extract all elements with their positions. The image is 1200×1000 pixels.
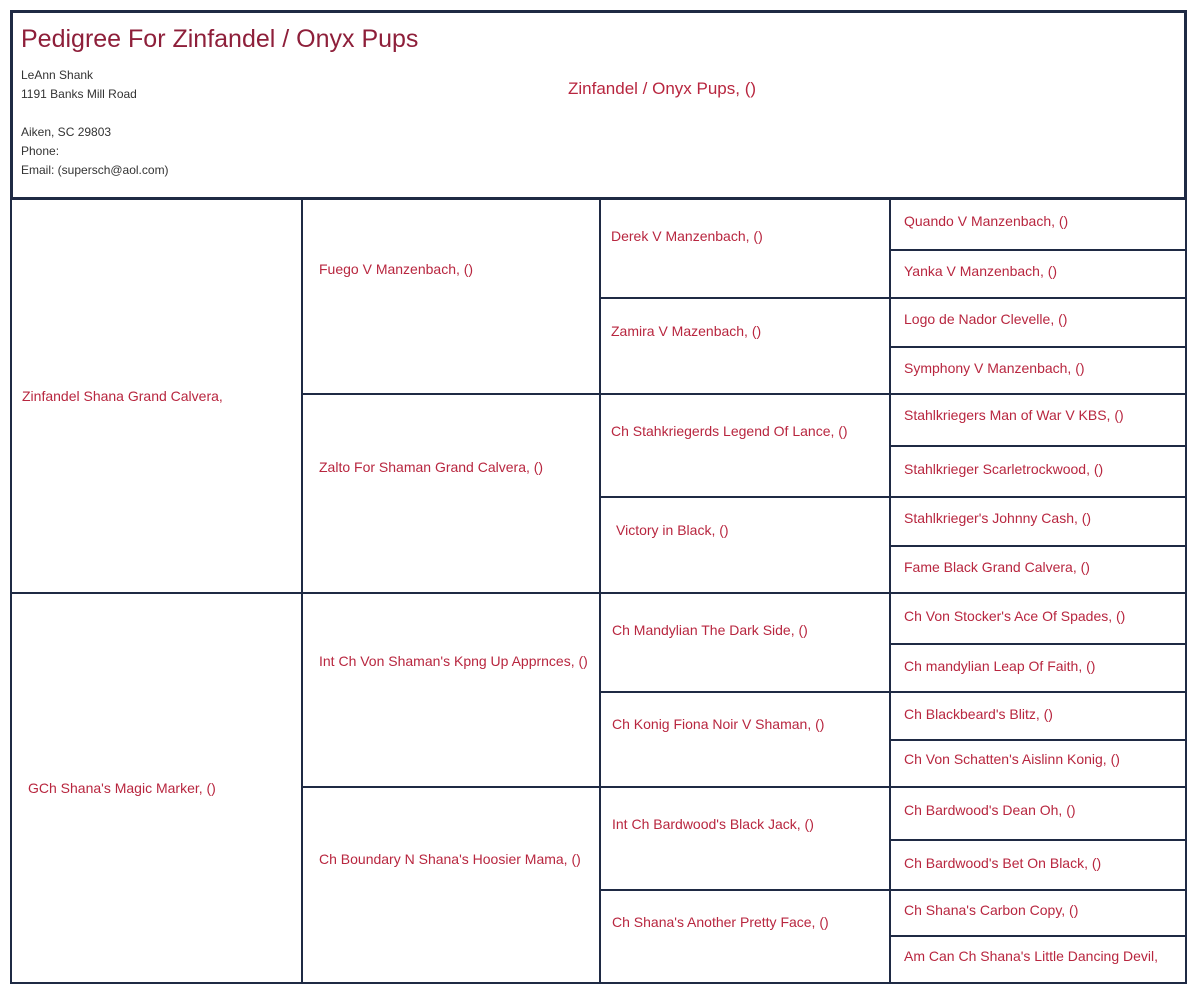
ggp-cell-7 [599,786,891,891]
gggp-name-2: Yanka V Manzenbach, () [904,263,1058,279]
ggp-cell-8 [599,889,891,984]
dam-name: GCh Shana's Magic Marker, () [28,780,216,796]
paternal-granddam-cell [301,393,601,594]
ggp-name-3: Ch Stahkriegerds Legend Of Lance, () [611,423,848,439]
breeder-phone: Phone: [21,144,60,158]
gggp-name-13: Ch Bardwood's Dean Oh, () [904,802,1076,818]
ggp-cell-2 [599,297,891,395]
paternal-grandsire-cell [301,198,601,395]
gggp-cell-8 [889,545,1187,594]
pedigree-header [10,10,1187,200]
ggp-cell-5 [599,592,891,693]
ggp-cell-4 [599,496,891,594]
gggp-cell-10 [889,643,1187,693]
ggp-name-2: Zamira V Mazenbach, () [611,323,762,339]
gggp-cell-2 [889,249,1187,299]
gggp-cell-16 [889,935,1187,984]
paternal-grandsire-name: Fuego V Manzenbach, () [319,261,474,277]
sire-cell [10,198,303,594]
gggp-name-10: Ch mandylian Leap Of Faith, () [904,658,1096,674]
breeder-address2 [21,104,169,123]
gggp-cell-14 [889,839,1187,891]
gggp-cell-15 [889,889,1187,937]
gggp-cell-6 [889,445,1187,498]
paternal-granddam-name: Zalto For Shaman Grand Calvera, () [319,459,544,475]
gggp-name-3: Logo de Nador Clevelle, () [904,311,1068,327]
gggp-cell-13 [889,786,1187,841]
maternal-granddam-name: Ch Boundary N Shana's Hoosier Mama, () [319,851,581,867]
gggp-cell-3 [889,297,1187,348]
ggp-name-6: Ch Konig Fiona Noir V Shaman, () [612,716,825,732]
ggp-name-8: Ch Shana's Another Pretty Face, () [612,914,829,930]
gggp-cell-5 [889,393,1187,447]
gggp-cell-7 [889,496,1187,547]
breeder-city-state-zip: Aiken, SC 29803 [21,125,112,139]
gggp-cell-12 [889,739,1187,788]
gggp-cell-4 [889,346,1187,395]
breeder-address1: 1191 Banks Mill Road [21,87,137,101]
gggp-cell-9 [889,592,1187,645]
ggp-name-1: Derek V Manzenbach, () [611,228,763,244]
gggp-name-5: Stahlkriegers Man of War V KBS, () [904,407,1124,423]
ggp-cell-1 [599,198,891,299]
ggp-cell-3 [599,393,891,498]
page-title: Pedigree For Zinfandel / Onyx Pups [21,25,419,53]
ggp-name-4: Victory in Black, () [616,522,729,538]
breeder-contact [21,66,169,180]
gggp-name-12: Ch Von Schatten's Aislinn Konig, () [904,751,1120,767]
maternal-granddam-cell [301,786,601,984]
gggp-name-15: Ch Shana's Carbon Copy, () [904,902,1079,918]
gggp-cell-1 [889,198,1187,251]
sire-name: Zinfandel Shana Grand Calvera, [22,388,223,404]
gggp-name-7: Stahlkrieger's Johnny Cash, () [904,510,1092,526]
gggp-name-16: Am Can Ch Shana's Little Dancing Devil, [904,948,1159,964]
ggp-name-7: Int Ch Bardwood's Black Jack, () [612,816,814,832]
gggp-name-14: Ch Bardwood's Bet On Black, () [904,855,1102,871]
subject-litter: Zinfandel / Onyx Pups, () [568,79,757,98]
gggp-name-6: Stahlkrieger Scarletrockwood, () [904,461,1104,477]
gggp-name-9: Ch Von Stocker's Ace Of Spades, () [904,608,1126,624]
gggp-name-8: Fame Black Grand Calvera, () [904,559,1090,575]
dam-cell [10,592,303,984]
ggp-cell-6 [599,691,891,788]
breeder-email: Email: (supersch@aol.com) [21,163,169,177]
maternal-grandsire-cell [301,592,601,788]
ggp-name-5: Ch Mandylian The Dark Side, () [612,622,808,638]
maternal-grandsire-name: Int Ch Von Shaman's Kpng Up Apprnces, () [319,653,588,669]
gggp-name-11: Ch Blackbeard's Blitz, () [904,706,1053,722]
gggp-cell-11 [889,691,1187,741]
breeder-name: LeAnn Shank [21,68,94,82]
gggp-name-1: Quando V Manzenbach, () [904,213,1069,229]
gggp-name-4: Symphony V Manzenbach, () [904,360,1085,376]
